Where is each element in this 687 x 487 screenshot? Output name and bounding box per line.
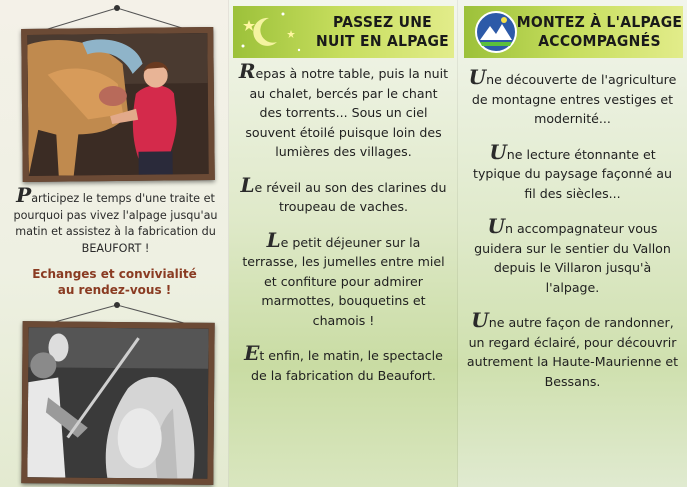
title-line-1: MONTEZ À L'ALPAGE — [516, 13, 683, 31]
hanging-photo-cheese — [0, 300, 229, 487]
paragraph — [466, 139, 679, 204]
paragraph — [237, 172, 450, 217]
paragraph — [237, 59, 450, 162]
panel-title — [311, 13, 454, 51]
title-bar — [464, 6, 683, 58]
paragraph-text: ne lecture étonnante et typique du paysage façonné au fil des siècles... — [473, 146, 672, 201]
drop-cap: U — [468, 65, 487, 89]
title-line-2: ACCOMPAGNÉS — [538, 32, 661, 50]
tagline — [10, 266, 219, 298]
tagline-line-2: au rendez-vous ! — [57, 283, 172, 297]
hanging-photo-milking — [0, 0, 229, 185]
drop-cap: E — [244, 341, 260, 365]
panel-title — [516, 13, 683, 51]
paragraph — [466, 214, 679, 297]
moon-stars-icon — [233, 6, 313, 58]
middle-panel — [229, 0, 458, 487]
paragraph-text: ne autre façon de randonner, un regard éclairé, pour découvrir autrement la Haute-Maurienne et Bessans. — [466, 315, 679, 389]
panel-body — [466, 65, 679, 407]
drop-cap: P — [16, 183, 32, 207]
paragraph — [466, 65, 679, 129]
title-bar — [233, 6, 454, 58]
caption-text: articipez le temps d'une traite et pourquoi pas vivez l'alpage jusqu'au matin et assistez à la fabrication du BEAUFORT ! — [13, 192, 218, 255]
cheese-making-photo — [21, 321, 214, 485]
paragraph — [466, 308, 679, 391]
title-line-2: NUIT EN ALPAGE — [315, 32, 450, 50]
paragraph-text: e petit déjeuner sur la terrasse, les jumelles entre miel et confiture pour admirer marmottes, bouquetins et chamois ! — [242, 234, 445, 328]
panel-body — [237, 59, 450, 401]
paragraph-text: t enfin, le matin, le spectacle de la fabrication du Beaufort. — [251, 348, 443, 383]
tagline-line-1: Echanges et convivialité — [32, 267, 197, 281]
right-panel — [458, 0, 687, 487]
drop-cap: U — [489, 139, 507, 164]
drop-cap: U — [487, 214, 505, 238]
drop-cap: L — [240, 172, 255, 197]
paragraph-text: e réveil au son des clarines du troupeau de vaches. — [254, 179, 447, 214]
paragraph — [237, 227, 450, 331]
title-line-1: PASSEZ UNE — [333, 13, 432, 31]
drop-cap: L — [266, 227, 281, 252]
paragraph-text: epas à notre table, puis la nuit au chalet, bercés par le chant des torrents... Sous un ciel souvent étoilé puisque loin des lumières des villages. — [245, 66, 449, 159]
paragraph-text: ne découverte de l'agriculture de montagne entres vestiges et modernité... — [471, 72, 677, 126]
left-panel — [0, 0, 229, 487]
drop-cap: R — [238, 59, 256, 83]
paragraph-text: n accompagnateur vous guidera sur le sentier du Vallon depuis le Villaron jusqu'à l'alpage. — [474, 221, 671, 295]
milking-photo — [21, 27, 215, 182]
drop-cap: U — [471, 308, 489, 332]
mountain-badge-icon — [472, 8, 520, 56]
paragraph — [237, 341, 450, 385]
milking-caption — [12, 183, 219, 257]
